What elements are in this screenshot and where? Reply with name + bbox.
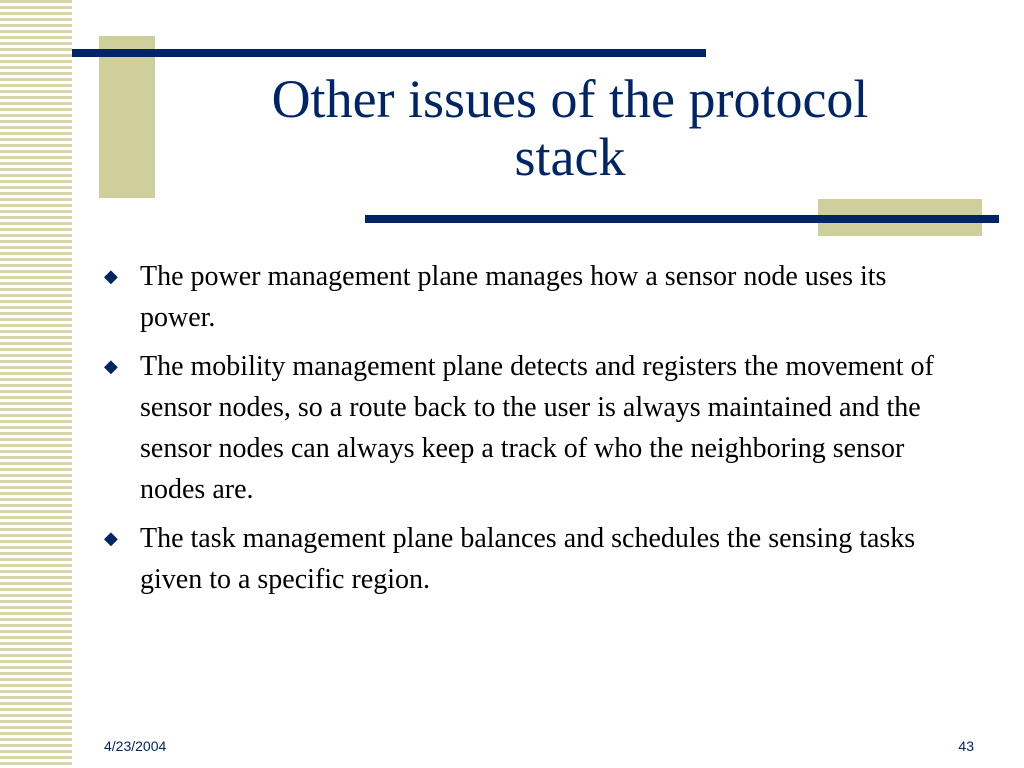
- slide-title-line1: Other issues of the protocol: [271, 69, 869, 129]
- slide-title-line2: stack: [514, 127, 626, 187]
- footer-date: 4/23/2004: [104, 738, 167, 754]
- top-accent-block: [99, 36, 155, 198]
- footer-page-number: 43: [958, 738, 974, 754]
- left-striped-band: [0, 0, 72, 768]
- diamond-bullet-icon: ◆: [104, 356, 118, 376]
- diamond-bullet-icon: ◆: [104, 266, 118, 286]
- bullet-text: The mobility management plane detects and registers the movement of sensor nodes, so a route back to the user is always maintained and the sensor nodes can always keep a track of who the neighboring sensor nodes are.: [140, 351, 934, 505]
- bullet-text: The power management plane manages how a sensor node uses its power.: [140, 261, 887, 333]
- diamond-bullet-icon: ◆: [104, 528, 118, 548]
- bullet-text: The task management plane balances and schedules the sensing tasks given to a specific region.: [140, 523, 916, 595]
- bullet-item: [104, 256, 964, 338]
- bullet-item: [104, 346, 964, 510]
- bullet-list: [104, 256, 964, 608]
- bottom-rule: [365, 215, 999, 223]
- top-rule: [72, 49, 706, 57]
- bullet-item: [104, 518, 964, 600]
- slide-title: [160, 70, 980, 186]
